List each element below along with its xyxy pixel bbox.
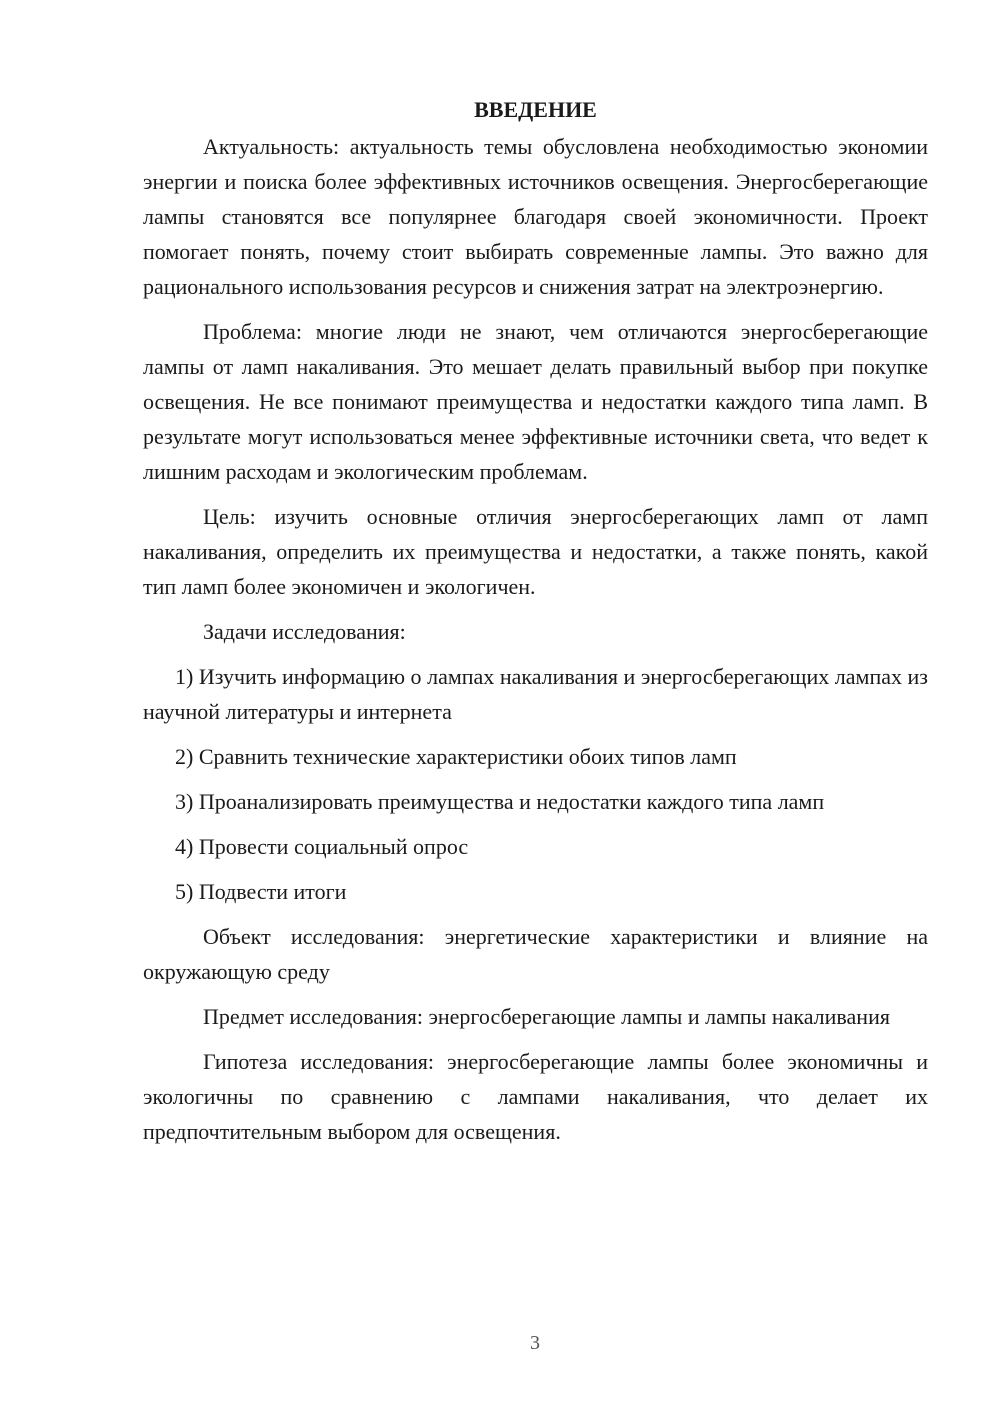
- task-item: 5) Подвести итоги: [175, 879, 347, 904]
- task-item: 3) Проанализировать преимущества и недостатки каждого типа ламп: [175, 789, 825, 814]
- tasks-list: [143, 659, 928, 909]
- paragraph-subject: Предмет исследования: энергосберегающие лампы и лампы накаливания: [203, 1004, 890, 1029]
- paragraph-relevance: Актуальность: актуальность темы обусловлена необходимостью экономии энергии и поиска более эффективных источников освещения. Энергосберегающие лампы становятся все популярнее благодаря своей экономичности. Проект помогает понять, почему стоит выбирать современные лампы. Это важно для рационального использования ресурсов и снижения затрат на электроэнергию.: [143, 134, 928, 299]
- paragraph-object: Объект исследования: энергетические характеристики и влияние на окружающую среду: [143, 924, 928, 984]
- page-number: 3: [530, 1332, 540, 1354]
- page-content: [143, 92, 928, 1159]
- paragraph-hypothesis: Гипотеза исследования: энергосберегающие лампы более экономичны и экологичны по сравнению с лампами накаливания, что делает их предпочтительным выбором для освещения.: [143, 1049, 928, 1144]
- page-title: ВВЕДЕНИЕ: [474, 97, 597, 122]
- tasks-heading: Задачи исследования:: [203, 619, 406, 644]
- paragraph-goal: Цель: изучить основные отличия энергосберегающих ламп от ламп накаливания, определить их преимущества и недостатки, а также понять, какой тип ламп более экономичен и экологичен.: [143, 504, 928, 599]
- task-item: 1) Изучить информацию о лампах накаливания и энергосберегающих лампах из научной литературы и интернета: [143, 664, 928, 724]
- paragraph-problem: Проблема: многие люди не знают, чем отличаются энергосберегающие лампы от ламп накаливания. Это мешает делать правильный выбор при покупке освещения. Не все понимают преимущества и недостатки каждого типа ламп. В результате могут использоваться менее эффективные источники света, что ведет к лишним расходам и экологическим проблемам.: [143, 319, 928, 484]
- task-item: 4) Провести социальный опрос: [175, 834, 469, 859]
- task-item: 2) Сравнить технические характеристики обоих типов ламп: [175, 744, 737, 769]
